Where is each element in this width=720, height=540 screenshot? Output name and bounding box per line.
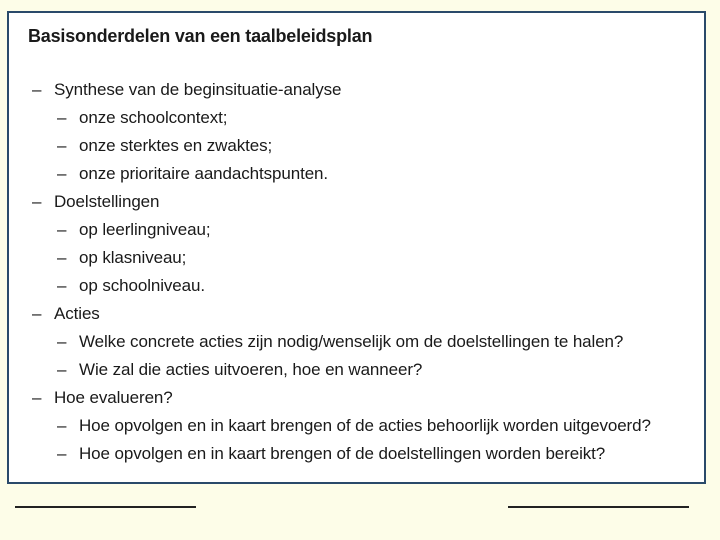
dash-bullet: –	[57, 444, 67, 463]
section-heading	[32, 80, 341, 100]
dash-bullet: –	[32, 304, 42, 323]
list-item	[57, 248, 186, 268]
dash-bullet: –	[57, 248, 67, 267]
list-item	[57, 164, 328, 184]
dash-bullet: –	[57, 276, 67, 295]
dash-bullet: –	[32, 388, 42, 407]
list-item-text: op klasniveau;	[79, 248, 187, 267]
list-item-text: op leerlingniveau;	[79, 220, 211, 239]
section-label: Acties	[54, 304, 100, 323]
list-item-text: op schoolniveau.	[79, 276, 205, 295]
list-item	[57, 220, 210, 240]
list-item	[57, 444, 605, 464]
footer-rule-left	[15, 506, 196, 508]
document-title: Basisonderdelen van een taalbeleidsplan	[28, 26, 373, 46]
list-item-text: Hoe opvolgen en in kaart brengen of de acties behoorlijk worden uitgevoerd?	[79, 416, 651, 435]
dash-bullet: –	[57, 108, 67, 127]
list-item	[57, 276, 205, 296]
list-item	[57, 332, 623, 352]
dash-bullet: –	[57, 164, 67, 183]
dash-bullet: –	[32, 192, 42, 211]
list-item-text: onze prioritaire aandachtspunten.	[79, 164, 329, 183]
section-label: Doelstellingen	[54, 192, 160, 211]
section-label: Synthese van de beginsituatie-analyse	[54, 80, 342, 99]
list-item-text: onze schoolcontext;	[79, 108, 228, 127]
list-item-text: Hoe opvolgen en in kaart brengen of de doelstellingen worden bereikt?	[79, 444, 606, 463]
list-item-text: onze sterktes en zwaktes;	[79, 136, 273, 155]
dash-bullet: –	[57, 332, 67, 351]
list-item	[57, 360, 422, 380]
dash-bullet: –	[32, 80, 42, 99]
list-item	[57, 108, 227, 128]
section-label: Hoe evalueren?	[54, 388, 173, 407]
section-heading	[32, 192, 159, 212]
list-item-text: Wie zal die acties uitvoeren, hoe en wanneer?	[79, 360, 423, 379]
list-item-text: Welke concrete acties zijn nodig/wenselijk om de doelstellingen te halen?	[79, 332, 624, 351]
dash-bullet: –	[57, 360, 67, 379]
section-heading	[32, 388, 173, 408]
footer-rule-right	[508, 506, 689, 508]
dash-bullet: –	[57, 136, 67, 155]
list-item	[57, 136, 272, 156]
list-item	[57, 416, 651, 436]
dash-bullet: –	[57, 220, 67, 239]
dash-bullet: –	[57, 416, 67, 435]
section-heading	[32, 304, 100, 324]
